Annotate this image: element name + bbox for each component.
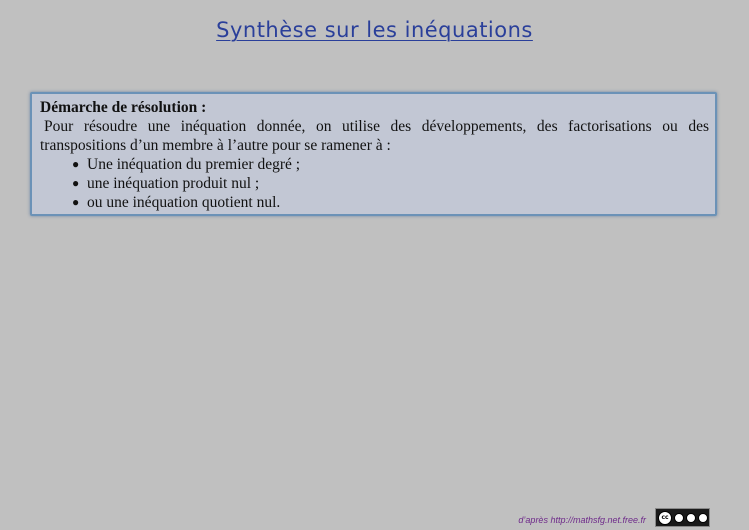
bullet-icon: ●	[72, 176, 80, 190]
list-item-text: ou une inéquation quotient nul.	[87, 194, 281, 211]
cc-icon: cc	[658, 511, 672, 525]
footer-credit-link[interactable]: d’après http://mathsfg.net.free.fr	[518, 515, 646, 525]
nc-icon	[686, 513, 696, 523]
by-icon	[674, 513, 684, 523]
method-list	[40, 155, 709, 212]
sa-icon	[698, 513, 708, 523]
list-item	[70, 174, 709, 193]
list-item	[70, 193, 709, 212]
page-title: Synthèse sur les inéquations	[216, 18, 533, 42]
bullet-icon: ●	[72, 157, 80, 171]
list-item-text: une inéquation produit nul ;	[87, 175, 260, 192]
method-heading: Démarche de résolution :	[40, 99, 207, 116]
list-item	[70, 155, 709, 174]
method-box	[30, 92, 717, 216]
list-item-text: Une inéquation du premier degré ;	[87, 156, 301, 173]
footer	[0, 506, 749, 530]
method-intro: Pour résoudre une inéquation donnée, on utilise des développements, des factorisations ou des transpositions d’un membre à l’autre pour se ramener à :	[40, 118, 709, 154]
cc-by-nc-sa-icon[interactable]	[655, 508, 710, 527]
bullet-icon: ●	[72, 195, 80, 209]
